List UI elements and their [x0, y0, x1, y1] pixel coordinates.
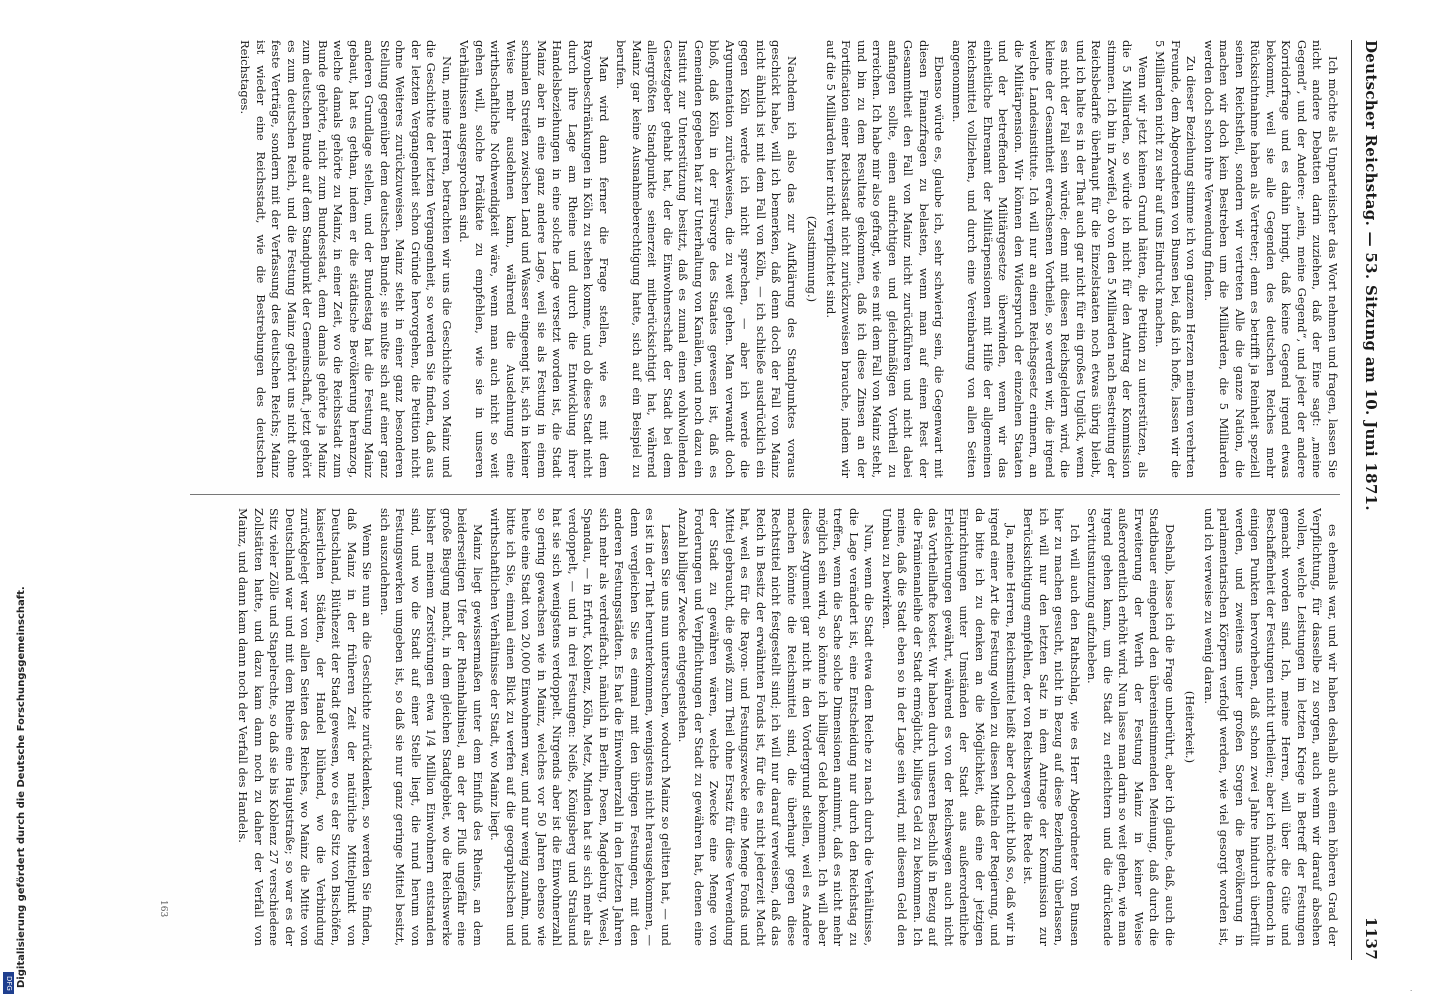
digitization-note — [4, 0, 27, 1000]
paragraph: Wenn Sie nun an die Geschichte zurückdenken, so werden Sie finden, daß Mainz in der früheren Zeit der natürliche Mittelpunkt von Deutschland, Blüthezeit der Stadt gewesen, wo es der Sitz von Bischöfen, kaiserlichen Städten, der Handel blühend, wo die Verbindung zurückgelegt war von allen Seiten des Reiches, wo Mainz die Mitte von Deutschland war und mit dem Rheine eine Hauptstraße; so war es der Sitz vieler Zölle und Stapelrechte, so daß sie bis Koblenz 27 verschiedene Zollstätten hatte, und dazu kam dann noch zu daher der Verfall von Mainz, und dann kam dann noch der Verfall des Handels. — [236, 508, 375, 946]
page-number: 1137 — [1362, 917, 1380, 960]
signature-mark: 163 — [158, 900, 168, 918]
paragraph: Deshalb, lasse ich die Frage unberührt, aber ich glaube, daß, auch die Stadtbauer eingehend den übereinstimmenden Meinung, daß durch die Erweiterung der Werth der Festung Mainz in keiner Weise außerordentlich erhöht wird. Nun lasse man darin so weit gehen, wie man irgend gehen kann, um die Stadt zu erleichtern und die drückende Servitutsnutzung aufzuheben. — [1085, 508, 1177, 946]
header-rule — [1351, 40, 1352, 960]
paragraph: Ich möchte als Unparteiischer das Wort nehmen und fragen, lassen Sie nicht andere Debatten darin zuziehen, daß der Eine sagt: „meine Gegend“, und der Andere: „nein, meine Gegend“, und jeder der andere Korridorfrage und es dahin bringt, daß keine Gegend irgend etwas bekommt, weil sie alle Gegenden des deutschen Reiches mehr Rücksichtnahme haben als Vertreter; denn es betrifft ja Reinheit speziell seinen Reichstheil, sondern wir vertreten Alle die ganze Nation, die machen wir doch kein Bestreben um die Milliarden, die 5 Milliarden werden doch schon ihre Verwendung finden. — [1202, 40, 1340, 478]
paragraph: Nun, meine Herren, betrachten wir uns die Geschichte von Mainz und die Geschichte der letzten Vergangenheit, so werden Sie finden, daß aus der letzten Vergangenheit schon Gründe hervorgehen, die Petition nicht ohne Weiteres zurückzuweisen. Mainz steht in einer ganz besonderen Stellung gegenüber dem deutschen Bunde; sie mußte sich auf einer ganz anderen Grundlage stellen, und der Bundestag hat die Festung Mainz gebaut, hat es gethan, indem er die städtische Bevölkerung heranzog, welche damals gehörte zu Mainz, in einer Zeit, wo die Reichsstadt zum Bunde gehörte, nicht zum Bundesstaat, denn damals gehörte ja Mainz zum deutschen Bunde auf dem Standpunkt der Gemeinschaft, jetzt gehört es zum deutschen Reich, und die Festung Mainz gehört uns nicht ohne feste Verträge, sondern mit der Verfassung des deutschen Reichs; Mainz ist wieder eine Reichsstadt, wie die Bestrebungen des deutschen Reichstages. — [238, 40, 454, 478]
left-column — [160, 40, 1340, 478]
edge-mark: . — [1410, 985, 1413, 993]
page-header — [1354, 40, 1380, 960]
paragraph: Zu dieser Beziehung stimme ich von ganzem Herzen meinem verehrten Freunde, dem Abgeordneten von Bunsen bei, daß ich hoffe, lassen wir die 5 Milliarden nicht zu sehr auf uns Eindruck machen. — [1153, 40, 1199, 478]
interjection: (Heiterkeit.) — [1183, 690, 1198, 764]
column-divider — [190, 494, 1340, 495]
paragraph: Ich will auch den Rathschlag, wie es Herr Abgeordneter von Bunsen hier zu machen gesucht, nicht in Bezug auf diese Beziehung überlassen, ich will nur den letzten Satz in dem Antrage der Kommission zur Berücksichtigung empfehlen, der von Reichswegen die Rede ist. — [1021, 508, 1082, 946]
paragraph: Lassen Sie uns nun untersuchen, wodurch Mainz so gelitten hat, — und es ist in der That herunterkommen, wenigstens nicht herausgekommen, — denn vergleichen Sie es einmal mit den übrigen Festungen, mit den anderen Festungsstädten. Es hat die Einwohnerzahl in den letzten Jahren sich mehr als verdreifacht, nämlich in Berlin, Posen, Magdeburg, Wesel, Spandau, — in Erfurt, Koblenz, Köln, Metz, Minden hat sie sich mehr als verdoppelt, — und in drei Festungen: Neiße, Königsberg und Stralsund hat sie sich wenigstens verdoppelt. Nirgends aber ist die Einwohnerzahl so gering gewachsen wie in Mainz, welches vor 50 Jahren ebenso wie heute eine Stadt von 20,000 Einwohnern war, und nur wenig zunahm, und bitte ich Sie, einmal einen Blick zu werfen auf die geographischen und wirthschaftlichen Verhältnisse der Stadt, wo Mainz liegt. — [488, 508, 673, 946]
scanned-page — [90, 40, 1380, 960]
paragraph: Ebenso würde es, glaube ich, sehr schwierig sein, die Gegenwart mit diesen Finanzfragen zu belasten, wenn man auf einen Rest der Gesammtheit den Fall von Mainz nicht zurückführen und nicht dabei anfangen sollte, einen aufrichtigen und gleichmäßigen Vortheil zu erreichen. Ich habe mir also gefragt, wie es mit dem Fall von Mainz steht, und bin zu dem Resultate gekommen, daß ich diese Zinsen an der Fortification einer Reichsstadt nicht zurückzuweisen brauche, indem wir auf die 5 Milliarden hier nicht verpflichtet sind. — [824, 40, 947, 478]
paragraph: Wenn wir jetzt keinen Grund hätten, die Petition zu unterstützen, als die 5 Milliarden, so würde ich nicht für den Antrag der Kommission stimmen. Ich bin in Zweifel, ob von den 5 Milliarden nach Bestreitung der Reichsbedarfe überhaupt für die Einzelstaaten noch etwas übrig bleibt, und ich halte es in der That auch gar nicht für ein großes Unglück, wenn es nicht der Fall sein würde; denn mit diesen Reichsgeldern wird, die kleine der Gesamtheit erwachsenen Vortheile, so werden wir, die irgend welche Landesinstitute. Ich will nur an einen Reichsgesetz erinnern, an die Militärpension. Wir können den Widerspruch der einzelnen Staaten und der betreffenden Militärgesetze überwinden, wenn wir das einheitliche Ehrenamt der Militärpensionen mit Hilfe der allgemeinen Reichsmittel vollziehen, und durch eine Vereinbarung von allen Seiten angenommen. — [950, 40, 1150, 478]
paragraph: Nun, wenn die Stadt etwa dem Reiche zu nach durch die Verhältnisse, die Lage verändert ist, eine Entscheidung nur durch den Reichstag zu treffen, wenn die Sache solche Dimensionen annimmt, daß es nicht mehr möglich sein wird, so könnte ich billiger Geld bekommen. Ich will aber dieses Argument gar nicht in den Vordergrund stellen, weil es Andere machen könnte die Reichsmittel sind, die überhaupt gegen diese Rechtstitel nicht festgestellt sind; ich will nur darauf verweisen, daß das Reich in Besitz der erwähnten Fonds ist, für die es nicht jederzeit Macht hat, weil es für die Rayon- und Festungszwecke eine Menge Fonds und Mittel gebraucht, die gewiß zum Theil ohne Ersatz für diese Verwendung der Stadt zu gewähren wären, welche Zwecke eine Menge von Forderungen und Verpflichtungen der Stadt zu gewähren hat, denen eine Anzahl billiger Zwecke entgegenstehen. — [676, 508, 877, 946]
right-column — [160, 508, 1340, 946]
paragraph: es ehemals war, und wir haben deshalb auch einen höheren Grad der Verpflichtung, für dasselbe zu sorgen, auch wenn wir darauf absehen wollen, welche Leistungen im letzten Kriege in Betreff der Festungen gemacht worden sind. Ich, meine Herren, will über die Güte und Beschaffenheit der Festungen nicht urtheilen; aber ich möchte dennoch in einigen Punkten hervorheben, daß schon zwei Jahre hindurch überfüllt werden, und zweitens unter großen Sorgen die Bevölkerung in parlamentarischen Körpern verfolgt werden, wie viel gesorgt worden ist, und ich verweise zu wenig daran. — [1202, 508, 1340, 946]
paragraph: Mainz liegt gewissermaßen unter dem Einfluß des Rheins, an dem beiderseitigen Ufer der Rheinhalbinsel, an der der Fluß ungefähr eine große Biegung macht, in dem gleichen Stadtgebiet, wo die Reichswerke bisher meinem Zerstörungen etwa 1/4 Million Einwohnern entstanden sind, und wo die Stadt auf einer Stelle liegt, die rund herum von Festungswerken umgeben ist, so daß sie nur ganz geringe Mittel besitzt, sich auszudehnen. — [378, 508, 485, 946]
dfg-logo-icon: DFG — [3, 972, 14, 994]
digitization-credit: Digitalisierung gefördert durch die Deutsche Forschungsgemeinschaft. — [16, 586, 27, 988]
paragraph: Nachdem ich also das zur Aufklärung des Standpunktes voraus geschickt habe, will ich bemerken, daß denn doch der Fall von Mainz nicht ähnlich ist mit dem Fall von Köln, — ich schließe ausdrücklich ein gegen Köln werde ich nicht sprechen, — aber ich werde die Argumentation zurückweisen, die zu weit gehen. Man verwandt doch bloß, daß Köln in der Fürsorge des Staates gewesen ist, daß es Gemeinden gegeben hat zur Unterhaltung von Kanälen, und noch dazu ein Institut zur Unterstützung besitzt, daß es zumal einen wohlwollenden Gesetzgeber gehabt hat, der die Einwohnerschaft der Stadt bei dem allergrößten Standpunkte seinerzeit mitberücksichtigt hat, während Mainz gar keine Ausnahmeberechtigung hatte, sich auf ein Beispiel zu berufen. — [614, 40, 799, 478]
header-title: Deutscher Reichstag. — 53. Sitzung am 10. Juni 1871. — [1362, 40, 1380, 511]
paragraph: Ja, meine Herren, Reichsmittel heißt aber doch nicht bloß so, daß wir in irgend einer Art die Festung wollen zu diesen Mitteln der Regierung, und da bitte ich zu denken an die Möglichkeit, daß eine der jetzigen Einrichtungen unter Umständen der Stadt aus außerordentliche Erleichterungen gewährt, während es von der Reichswegen auch nicht das Vortheilhafte kostet. Wir haben durch unseren Beschluß in Bezug auf die Prämienanleihe der Stadt ermöglicht, billiges Geld zu bekommen. Ich meine, daß die Stadt eben so in der Lage sein wird, mit diesem Geld den Umbau zu bewirken. — [880, 508, 1018, 946]
interjection: (Zustimmung.) — [805, 215, 820, 303]
paragraph: Man wird dann ferner die Frage stellen, wie es mit dem Rayonbeschränkungen in Köln zu stehen komme, und ob diese Stadt nicht durch ihre Lage am Rheine und durch die Entwicklung ihrer Handelsbeziehungen in eine solche Lage versetzt worden ist, die Stadt Mainz aber in eine ganz andere Lage, weil sie als Festung in einem schmalen Streifen zwischen Land und Wasser eingeengt ist, sich in keiner Weise mehr ausdehnen kann, während die Ausdehnung eine wirthschaftliche Nothwendigkeit wäre, wenn man auch nicht so weit gehen will, solche Prädikate zu empfehlen, wie sie in unseren Verhältnissen ausgesprochen sind. — [457, 40, 611, 478]
